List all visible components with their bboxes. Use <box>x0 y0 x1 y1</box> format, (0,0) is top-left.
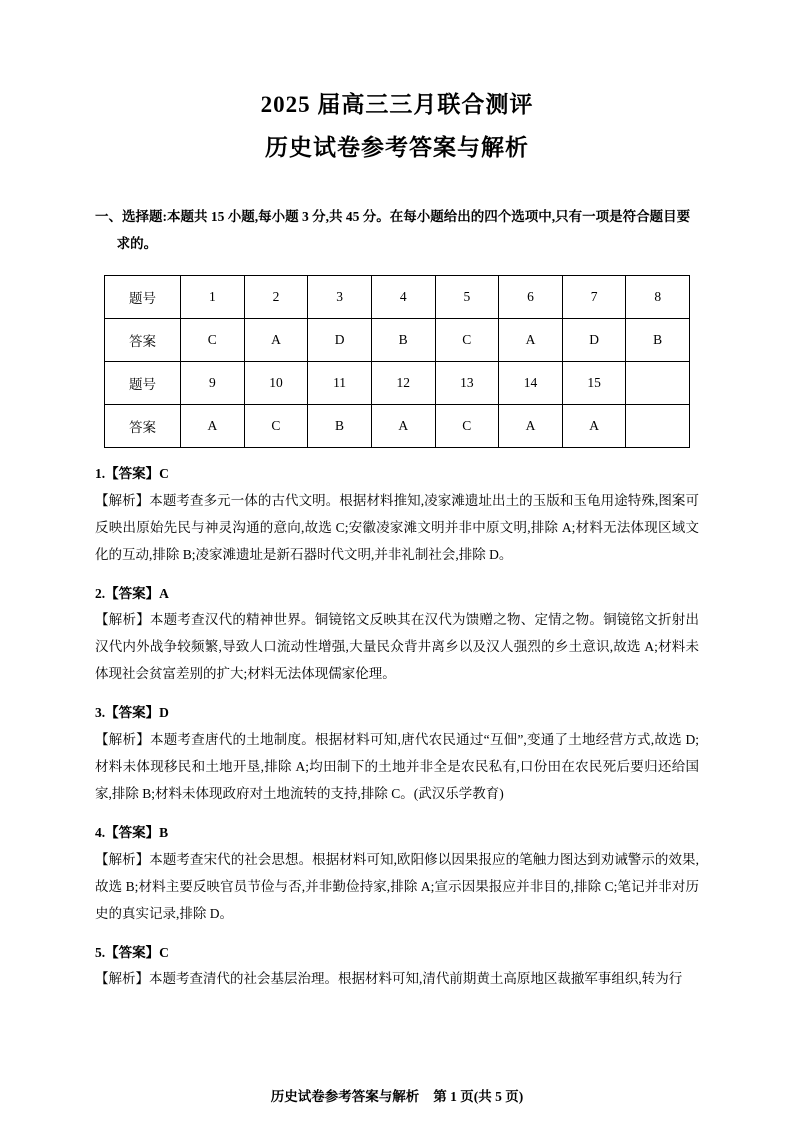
explanation-item <box>95 581 699 688</box>
table-row <box>105 362 690 405</box>
page-footer <box>0 1085 794 1105</box>
cell: 15 <box>562 362 626 405</box>
table-row <box>105 405 690 448</box>
cell: A <box>181 405 245 448</box>
explanation-item <box>95 940 699 993</box>
cell: 10 <box>244 362 308 405</box>
row-label-question-1: 题号 <box>105 276 181 319</box>
explanation-body: 【解析】本题考查汉代的精神世界。铜镜铭文反映其在汉代为馈赠之物、定情之物。铜镜铭文折射出汉代内外战争较频繁,导致人口流动性增强,大量民众背井离乡以及汉人强烈的乡土意识,故选 A;材料未体现社会贫富差别的扩大;材料无法体现儒家伦理。 <box>95 612 699 682</box>
explanation-head: 5.【答案】C <box>95 944 169 960</box>
cell: 12 <box>371 362 435 405</box>
explanation-body: 【解析】本题考查清代的社会基层治理。根据材料可知,清代前期黄土高原地区裁撤军事组织,转为行 <box>95 971 683 987</box>
footer-page-number: 第 1 页(共 5 页) <box>433 1089 524 1104</box>
cell: B <box>626 319 690 362</box>
row-label-answer-2: 答案 <box>105 405 181 448</box>
page-subtitle: 历史试卷参考答案与解析 <box>265 134 529 160</box>
cell: 1 <box>181 276 245 319</box>
cell: 4 <box>371 276 435 319</box>
explanation-item <box>95 461 699 568</box>
cell: D <box>562 319 626 362</box>
section-heading-line2: 求的。 <box>116 236 158 251</box>
section-heading <box>95 203 699 257</box>
explanation-body: 【解析】本题考查多元一体的古代文明。根据材料推知,凌家滩遗址出土的玉版和玉龟用途特殊,图案可反映出原始先民与神灵沟通的意向,故选 C;安徽凌家滩文明并非中原文明,排除 A;材料无法体现区域文化的互动,排除 B;凌家滩遗址是新石器时代文明,并非礼制社会,排除 D。 <box>95 492 699 562</box>
cell: 8 <box>626 276 690 319</box>
explanation-head: 3.【答案】D <box>95 705 169 721</box>
cell: 6 <box>499 276 563 319</box>
cell: 11 <box>308 362 372 405</box>
cell: A <box>244 319 308 362</box>
cell: D <box>308 319 372 362</box>
cell: C <box>181 319 245 362</box>
row-label-question-2: 题号 <box>105 362 181 405</box>
explanation-body: 【解析】本题考查唐代的土地制度。根据材料可知,唐代农民通过“互佃”,变通了土地经营方式,故选 D;材料未体现移民和土地开垦,排除 A;均田制下的土地并非全是农民私有,口份田在农民死后要归还给国家,排除 B;材料未体现政府对土地流转的支持,排除 C。(武汉乐学教育) <box>95 731 699 801</box>
section-heading-line1: 一、选择题:本题共 15 小题,每小题 3 分,共 45 分。在每小题给出的四个选项中,只有一项是符合题目要 <box>95 209 691 224</box>
explanation-item <box>95 820 699 927</box>
explanation-head: 4.【答案】B <box>95 824 169 840</box>
page-title: 2025 届高三三月联合测评 <box>260 92 534 117</box>
footer-title: 历史试卷参考答案与解析 <box>270 1089 420 1104</box>
table-row <box>105 276 690 319</box>
cell: 3 <box>308 276 372 319</box>
answer-key-table <box>104 275 690 448</box>
cell <box>626 405 690 448</box>
cell: A <box>371 405 435 448</box>
cell: B <box>371 319 435 362</box>
cell: 9 <box>181 362 245 405</box>
cell: 2 <box>244 276 308 319</box>
cell: C <box>244 405 308 448</box>
explanation-body: 【解析】本题考查宋代的社会思想。根据材料可知,欧阳修以因果报应的笔触力图达到劝诫警示的效果,故选 B;材料主要反映官员节俭与否,并非勤俭持家,排除 A;宣示因果报应并非目的,排除 C;笔记并非对历史的真实记录,排除 D。 <box>95 851 699 921</box>
cell: A <box>499 319 563 362</box>
explanation-item <box>95 700 699 807</box>
cell: A <box>562 405 626 448</box>
cell: 13 <box>435 362 499 405</box>
explanation-head: 1.【答案】C <box>95 466 169 481</box>
cell: 5 <box>435 276 499 319</box>
cell: C <box>435 319 499 362</box>
explanation-head: 2.【答案】A <box>95 585 169 601</box>
cell: B <box>308 405 372 448</box>
cell: 14 <box>499 362 563 405</box>
row-label-answer-1: 答案 <box>105 319 181 362</box>
cell <box>626 362 690 405</box>
cell: A <box>499 405 563 448</box>
cell: C <box>435 405 499 448</box>
cell: 7 <box>562 276 626 319</box>
table-row <box>105 319 690 362</box>
